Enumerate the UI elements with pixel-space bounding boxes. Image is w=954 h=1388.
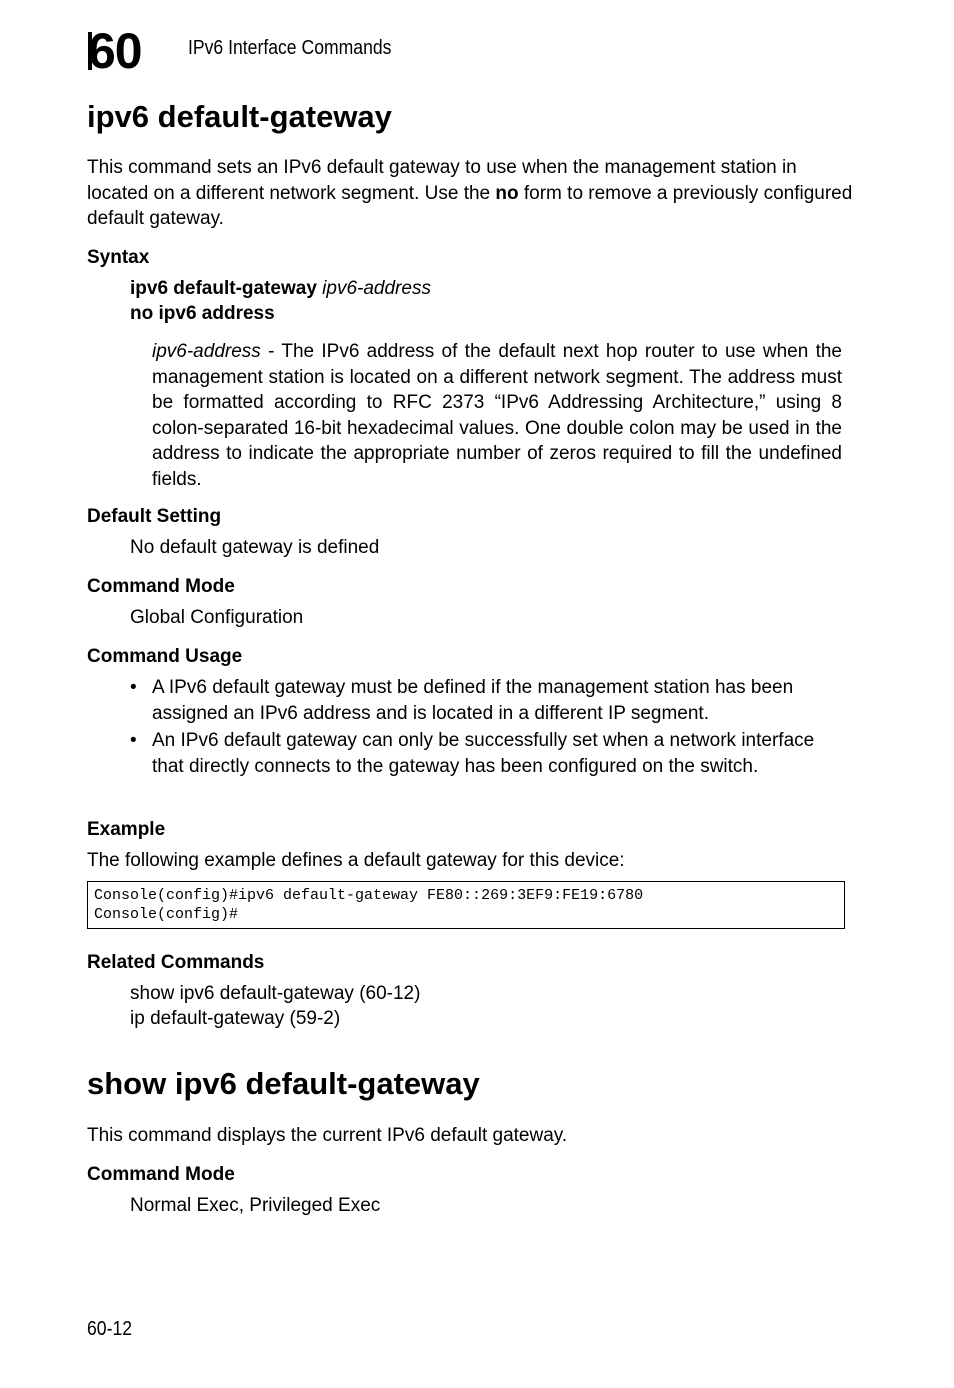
command-mode-heading-2: Command Mode	[87, 1164, 235, 1185]
code-line: Console(config)#	[94, 906, 239, 923]
default-setting-text: No default gateway is defined	[130, 537, 380, 558]
section-title-show-ipv6-default-gateway: show ipv6 default-gateway	[87, 1066, 480, 1101]
example-heading: Example	[87, 819, 166, 840]
parameter-name: ipv6-address	[152, 341, 261, 362]
related-commands-heading: Related Commands	[87, 952, 265, 973]
section2-intro: This command displays the current IPv6 default gateway.	[87, 1125, 568, 1146]
list-item	[130, 675, 846, 726]
command-mode-text-2: Normal Exec, Privileged Exec	[130, 1195, 381, 1216]
bullet-icon: •	[130, 677, 137, 698]
parameter-description	[152, 339, 842, 492]
code-example-box	[87, 881, 845, 929]
chapter-number: 60	[88, 23, 142, 79]
section-intro	[87, 155, 857, 232]
related-command-item: show ipv6 default-gateway (60-12)	[130, 983, 421, 1004]
syntax-command: ipv6 default-gateway	[130, 278, 317, 299]
default-setting-heading: Default Setting	[87, 506, 222, 527]
syntax-line-2	[130, 301, 850, 327]
syntax-argument: ipv6-address	[322, 278, 431, 299]
related-command-item: ip default-gateway (59-2)	[130, 1008, 341, 1029]
section-title-ipv6-default-gateway: ipv6 default-gateway	[87, 99, 392, 134]
list-item-text: An IPv6 default gateway can only be successfully set when a network interface that directly connects to the gateway has been configured on the switch.	[152, 730, 815, 777]
syntax-heading: Syntax	[87, 247, 150, 268]
command-mode-heading: Command Mode	[87, 576, 235, 597]
command-mode-text: Global Configuration	[130, 607, 304, 628]
command-usage-heading: Command Usage	[87, 646, 243, 667]
running-head: IPv6 Interface Commands	[188, 37, 392, 59]
parameter-text: - The IPv6 address of the default next hop router to use when the management station is located on a different network segment. The address must be formatted according to RFC 2373 “IPv6 Addressing Architecture,” using 8 colon-separated 16-bit hexadecimal values. One double colon may be used in the address to indicate the appropriate number of zeros required to fill the undefined fields.	[152, 341, 842, 490]
list-item	[130, 728, 846, 779]
intro-text-part1: This command sets an IPv6 default gateway to use when the management station in located on a different network segment. Use the	[87, 157, 797, 204]
code-line: Console(config)#ipv6 default-gateway FE80::269:3EF9:FE19:6780	[94, 887, 644, 904]
syntax-no-command: no ipv6 address	[130, 303, 275, 324]
bullet-icon: •	[130, 730, 137, 751]
command-usage-list	[130, 675, 846, 781]
syntax-line-1	[130, 276, 850, 302]
intro-bold-no: no	[495, 182, 519, 204]
page-number: 60-12	[87, 1318, 133, 1340]
intro-text-part2: form to remove a previously configured default gateway.	[87, 182, 853, 229]
example-text: The following example defines a default gateway for this device:	[87, 850, 625, 871]
list-item-text: A IPv6 default gateway must be defined if the management station has been assigned an IPv6 address and is located in a different IP segment.	[152, 677, 794, 724]
